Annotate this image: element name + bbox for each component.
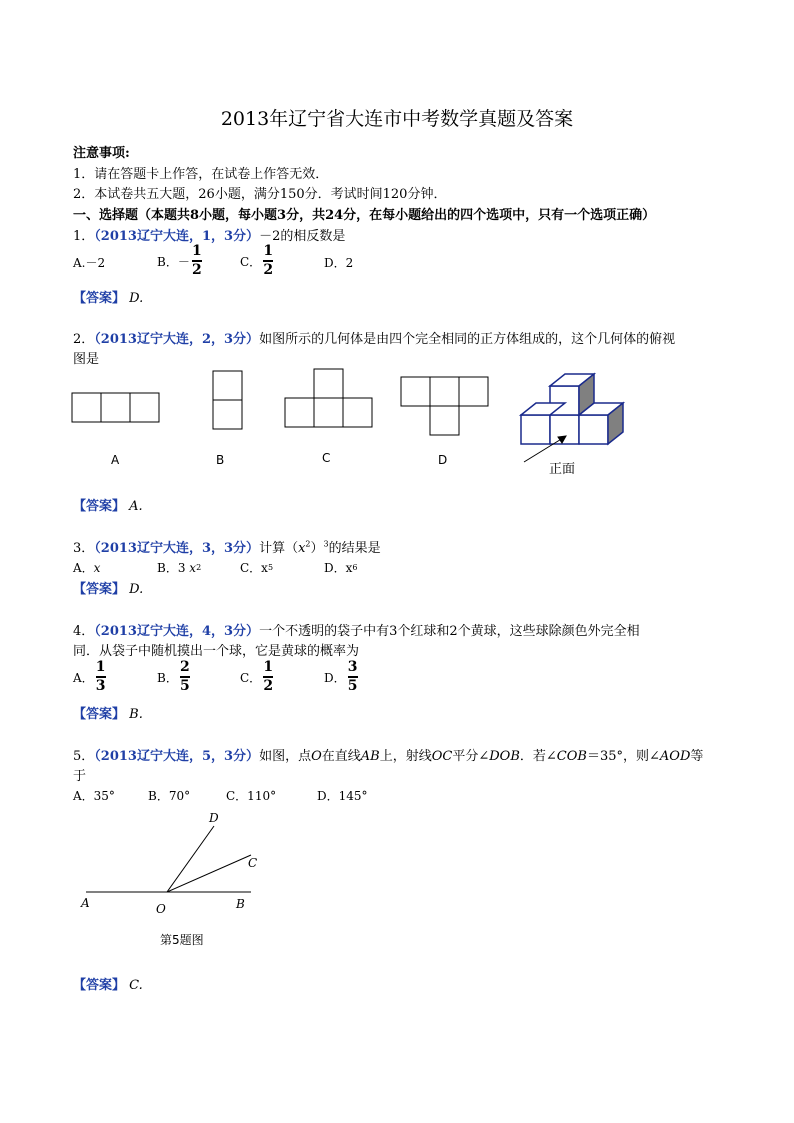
front-label: 正面 xyxy=(549,462,576,477)
answer-1 xyxy=(73,287,143,306)
angle-name: DOB xyxy=(489,749,520,764)
figure-label-c: C xyxy=(322,451,331,465)
option-a-value: x xyxy=(93,560,101,575)
option-b xyxy=(157,559,201,576)
exponent: 5 xyxy=(267,563,274,572)
question-text: 平分∠ xyxy=(452,749,490,764)
answer-3 xyxy=(73,578,143,597)
answer-value: C. xyxy=(129,978,143,993)
question-1 xyxy=(73,225,345,244)
answer-value: D. xyxy=(129,291,144,306)
numerator: 3 xyxy=(347,659,358,675)
figure-b xyxy=(213,371,242,429)
option-a xyxy=(73,660,108,694)
option-d xyxy=(317,787,368,804)
point-b-label: B xyxy=(236,897,245,911)
numerator: 1 xyxy=(263,243,274,259)
denominator: 2 xyxy=(263,678,274,694)
question-3 xyxy=(73,537,381,556)
question-text: 计算（ xyxy=(259,541,299,556)
option-a-label: A． xyxy=(73,670,94,685)
option-c-label: C． xyxy=(240,670,262,685)
variable: x xyxy=(298,541,306,556)
denominator: 5 xyxy=(347,678,358,694)
fraction xyxy=(96,660,106,694)
question-2-line2: 图是 xyxy=(73,352,100,367)
denominator: 5 xyxy=(179,678,190,694)
section-heading: 一、选择题（本题共8小题，每小题3分，共24分，在每小题给出的四个选项中，只有一个选项正确） xyxy=(73,208,656,223)
numerator: 1 xyxy=(191,243,202,259)
figure-label-d: D xyxy=(438,453,448,467)
answer-label: 【答案】 xyxy=(73,499,126,514)
figure-label-b: B xyxy=(216,453,225,467)
option-d xyxy=(324,254,353,271)
point-c-label: C xyxy=(248,856,258,870)
exponent: 6 xyxy=(352,563,358,572)
exponent: 2 xyxy=(305,539,311,549)
exponent: 3 xyxy=(323,539,329,549)
numerator: 1 xyxy=(263,659,274,675)
denominator: 2 xyxy=(263,262,274,278)
option-b-text: B．70° xyxy=(148,789,191,803)
question-text: 如图，点 xyxy=(259,749,312,764)
question-text: 在直线 xyxy=(321,749,361,764)
option-a-text: A.－2 xyxy=(73,256,106,270)
figure-caption: 第5题图 xyxy=(160,933,204,947)
answer-label: 【答案】 xyxy=(73,582,126,597)
question-number: 4． xyxy=(73,624,95,639)
notice-item-2: 2．本试卷共五大题，26小题，满分150分．考试时间120分钟． xyxy=(73,187,447,202)
question-text: 的结果是 xyxy=(328,541,381,556)
cube-figure xyxy=(521,374,623,444)
option-b-label: B． xyxy=(157,670,178,685)
option-c xyxy=(240,660,275,694)
option-c xyxy=(240,244,275,278)
question-text: ．若∠ xyxy=(519,749,557,764)
notice-item-1: 1．请在答题卡上作答，在试卷上作答无效． xyxy=(73,167,329,182)
question-text: 一个不透明的袋子中有3个红球和2个黄球，这些球除颜色外完全相 xyxy=(259,624,640,639)
answer-label: 【答案】 xyxy=(73,291,126,306)
option-a-label: A． xyxy=(73,561,94,575)
exponent: 2 xyxy=(196,563,202,572)
fraction xyxy=(263,244,273,278)
option-b xyxy=(157,244,204,278)
point-a-label: A xyxy=(81,896,90,910)
option-c-text: C．110° xyxy=(226,789,277,803)
answer-value: A. xyxy=(129,499,143,514)
question-number: 3． xyxy=(73,541,95,556)
fraction xyxy=(348,660,358,694)
numerator: 1 xyxy=(95,659,106,675)
question-text: 上，射线 xyxy=(379,749,432,764)
question-text: ） xyxy=(310,541,324,556)
option-d xyxy=(324,559,357,576)
notice-heading: 注意事项: xyxy=(73,146,130,161)
question-text: 如图所示的几何体是由四个完全相同的正方体组成的，这个几何体的俯视 xyxy=(259,332,676,347)
answer-label: 【答案】 xyxy=(73,707,126,722)
question-text: ＝35°，则∠ xyxy=(586,749,660,764)
option-a-text: A．35° xyxy=(73,789,115,803)
page-title: 2013年辽宁省大连市中考数学真题及答案 xyxy=(220,108,574,130)
question-number: 2． xyxy=(73,332,95,347)
angle-name: COB xyxy=(556,749,587,764)
figure-c xyxy=(285,369,372,427)
option-d-label: D．x xyxy=(324,561,353,575)
question-4-line2: 同．从袋子中随机摸出一个球，它是黄球的概率为 xyxy=(73,644,360,659)
question-source: （2013辽宁大连，2，3分） xyxy=(94,332,260,347)
question-source: （2013辽宁大连，4，3分） xyxy=(94,624,260,639)
answer-value: B. xyxy=(129,707,143,722)
question-source: （2013辽宁大连，5，3分） xyxy=(94,749,260,764)
question-5-line2: 于 xyxy=(73,769,87,784)
numerator: 2 xyxy=(179,659,190,675)
question-2 xyxy=(73,328,675,347)
fraction xyxy=(180,660,190,694)
question-source: （2013辽宁大连，3，3分） xyxy=(94,541,260,556)
fraction xyxy=(263,660,273,694)
denominator: 2 xyxy=(191,262,202,278)
option-d-text: D．145° xyxy=(317,789,368,803)
question-number: 5． xyxy=(73,749,95,764)
option-b-label: B．－ xyxy=(157,254,190,269)
question-4 xyxy=(73,620,640,639)
answer-label: 【答案】 xyxy=(73,978,126,993)
option-b xyxy=(157,660,192,694)
option-c xyxy=(240,559,273,576)
figure-d xyxy=(401,377,488,435)
answer-4 xyxy=(73,703,143,722)
answer-value: D. xyxy=(129,582,144,597)
option-d xyxy=(324,660,360,694)
option-b-value: x xyxy=(189,560,197,575)
option-d-text: D．2 xyxy=(324,256,354,270)
line-name: AB xyxy=(360,749,380,764)
question-text: 等 xyxy=(690,749,704,764)
figure-a xyxy=(72,393,159,422)
question-text: －2的相反数是 xyxy=(259,229,346,244)
option-a xyxy=(73,559,100,576)
question-source: （2013辽宁大连，1，3分） xyxy=(94,229,260,244)
option-c-label: C．x xyxy=(240,561,268,575)
option-c-label: C． xyxy=(240,254,262,269)
point-d-label: D xyxy=(209,811,219,825)
answer-2 xyxy=(73,495,143,514)
question-5 xyxy=(73,745,703,764)
fraction xyxy=(192,244,202,278)
question-number: 1． xyxy=(73,229,95,244)
answer-5 xyxy=(73,974,143,993)
denominator: 3 xyxy=(95,678,106,694)
option-b-label: B．3 xyxy=(157,561,186,575)
angle-name: AOD xyxy=(659,749,691,764)
point-name: O xyxy=(311,749,322,764)
ray-name: OC xyxy=(431,749,453,764)
figure-label-a: A xyxy=(111,453,120,467)
option-a xyxy=(73,254,105,271)
option-d-label: D． xyxy=(324,670,346,685)
point-o-label: O xyxy=(156,902,166,916)
